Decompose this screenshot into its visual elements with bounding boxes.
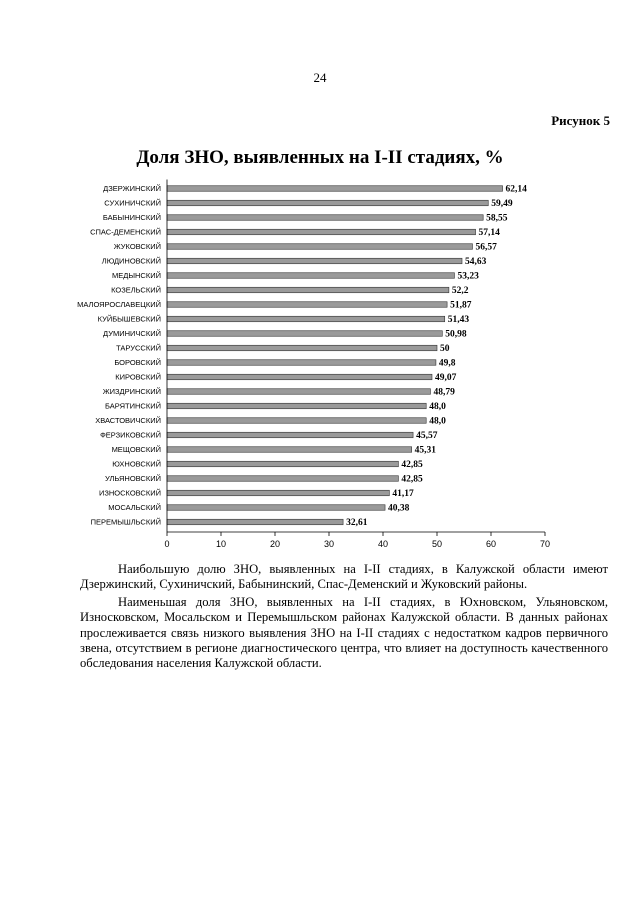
category-label: МЕЩОВСКИЙ: [111, 445, 161, 455]
bar: [167, 403, 426, 409]
value-label: 57,14: [478, 228, 500, 239]
x-tick-label: 0: [164, 539, 170, 549]
value-label: 53,23: [457, 271, 479, 282]
category-label: ХВАСТОВИЧСКИЙ: [95, 416, 161, 426]
category-label: СПАС-ДЕМЕНСКИЙ: [90, 227, 161, 237]
category-label: ТАРУССКИЙ: [116, 343, 161, 353]
value-label: 62,14: [505, 184, 527, 195]
x-tick-label: 20: [269, 539, 281, 549]
bar: [167, 374, 432, 380]
value-label: 32,61: [346, 518, 368, 529]
category-label: ЛЮДИНОВСКИЙ: [101, 256, 161, 266]
category-label: ИЗНОСКОВСКИЙ: [98, 488, 161, 498]
category-label: БАРЯТИНСКИЙ: [105, 401, 161, 411]
category-label: ЮХНОВСКИЙ: [112, 459, 161, 469]
value-label: 41,17: [392, 489, 414, 500]
value-label: 45,31: [414, 445, 437, 456]
bar: [167, 229, 476, 235]
value-label: 59,49: [491, 199, 513, 210]
x-tick-label: 10: [215, 539, 227, 549]
bar: [167, 287, 449, 293]
x-tick-label: 60: [485, 539, 497, 549]
value-label: 48,0: [429, 402, 446, 413]
value-label: 51,43: [447, 315, 470, 326]
category-label: ЖУКОВСКИЙ: [113, 242, 161, 252]
paragraph-lowest: Наименьшая доля ЗНО, выявленных на I-II стадиях, в Юхновском, Ульяновском, Износковском, Мосальском и Перемышльском районах Калужской области. В данных районах прослеживается связь низкого выявления ЗНО на I-II стадиях с недостатком кадров первичного звена, отсутствием в регионе диагностического центра, что влияет на доступность качественного обследования населения Калужской области.: [80, 594, 608, 671]
value-label: 48,0: [429, 416, 446, 427]
bar-chart: [0, 170, 640, 550]
value-label: 45,57: [416, 431, 438, 442]
category-label: ДУМИНИЧСКИЙ: [103, 329, 161, 339]
bar: [167, 273, 454, 279]
category-label: УЛЬЯНОВСКИЙ: [104, 474, 161, 484]
value-label: 51,87: [450, 300, 472, 311]
category-label: СУХИНИЧСКИЙ: [104, 198, 161, 208]
value-label: 40,38: [388, 503, 410, 514]
figure-label: Рисунок 5: [551, 113, 610, 128]
x-tick-label: 70: [539, 539, 551, 549]
value-label: 49,07: [434, 373, 457, 384]
category-label: КИРОВСКИЙ: [115, 372, 161, 382]
chart-title: Доля ЗНО, выявленных на I-II стадиях, %: [136, 147, 504, 168]
category-label: БОРОВСКИЙ: [114, 358, 161, 368]
bar: [167, 244, 472, 250]
value-label: 48,79: [433, 387, 455, 398]
value-label: 49,8: [438, 358, 456, 369]
category-label: МЕДЫНСКИЙ: [112, 271, 161, 281]
bar: [167, 418, 426, 424]
page-number: 24: [313, 70, 327, 85]
paragraph-highest: Наибольшую долю ЗНО, выявленных на I-II стадиях, в Калужской области имеют Дзержинский, Сухиничский, Бабынинский, Спас-Деменский и Жуковский районы.: [80, 562, 608, 592]
bar: [167, 316, 445, 322]
bar: [167, 476, 398, 482]
body-text: [80, 562, 608, 674]
bar: [167, 186, 503, 192]
x-tick-label: 40: [377, 539, 389, 549]
x-tick-label: 50: [431, 539, 443, 549]
bar: [167, 461, 398, 467]
category-label: КОЗЕЛЬСКИЙ: [111, 285, 161, 295]
bar: [167, 360, 436, 366]
bar: [167, 302, 447, 308]
bar: [167, 490, 389, 496]
value-label: 42,85: [401, 460, 423, 471]
bars-layer: [77, 184, 527, 528]
x-tick-label: 30: [323, 539, 335, 549]
category-label: ФЕРЗИКОВСКИЙ: [100, 430, 161, 440]
value-label: 54,63: [465, 257, 487, 268]
bar: [167, 505, 385, 511]
category-label: МОСАЛЬСКИЙ: [108, 503, 161, 513]
bar: [167, 258, 462, 264]
category-label: БАБЫНИНСКИЙ: [102, 213, 161, 223]
bar: [167, 200, 488, 206]
bar: [167, 519, 343, 525]
bar: [167, 389, 430, 395]
bar: [167, 345, 437, 351]
bar: [167, 432, 413, 438]
category-label: МАЛОЯРОСЛАВЕЦКИЙ: [77, 300, 161, 310]
bar: [167, 447, 412, 453]
value-label: 50: [440, 344, 450, 355]
value-label: 50,98: [445, 329, 467, 340]
value-label: 58,55: [486, 213, 508, 224]
category-label: ЖИЗДРИНСКИЙ: [102, 387, 161, 397]
value-label: 42,85: [401, 474, 423, 485]
category-label: КУЙБЫШЕВСКИЙ: [97, 314, 161, 324]
bar: [167, 331, 442, 337]
bar: [167, 215, 483, 221]
value-label: 56,57: [475, 242, 497, 253]
category-label: ДЗЕРЖИНСКИЙ: [103, 184, 161, 194]
value-label: 52,2: [451, 286, 469, 297]
category-label: ПЕРЕМЫШЛЬСКИЙ: [90, 517, 161, 527]
